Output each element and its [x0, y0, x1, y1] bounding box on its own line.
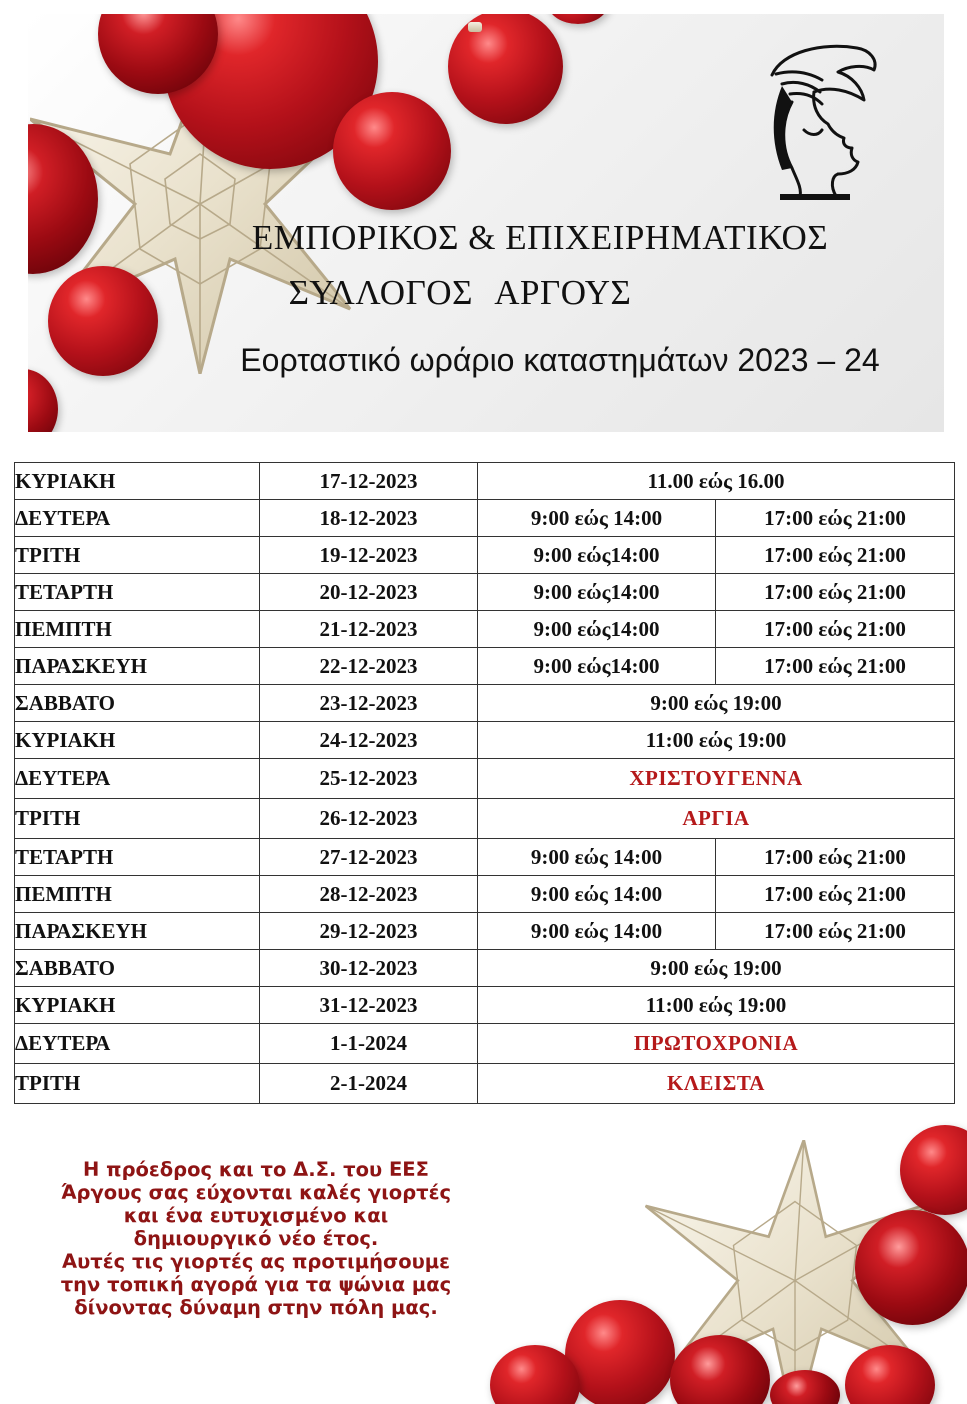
message-line: Αυτές τις γιορτές ας προτιμήσουμε: [62, 1250, 450, 1273]
bottom-decoration: [470, 1120, 967, 1404]
table-row: [15, 1024, 955, 1064]
table-row: [15, 574, 955, 611]
full-day-hours-cell: 11:00 εώς 19:00: [478, 722, 955, 759]
evening-hours-cell: 17:00 εώς 21:00: [716, 574, 955, 611]
holiday-cell: ΑΡΓΙΑ: [478, 799, 955, 839]
evening-hours-cell: 17:00 εώς 21:00: [716, 876, 955, 913]
date-cell: 19-12-2023: [260, 537, 478, 574]
day-cell: ΚΥΡΙΑΚΗ: [15, 722, 260, 759]
date-cell: 23-12-2023: [260, 685, 478, 722]
table-row: [15, 876, 955, 913]
day-cell: ΤΡΙΤΗ: [15, 537, 260, 574]
classical-head-logo-icon: [752, 40, 886, 202]
day-cell: ΔΕΥΤΕΡΑ: [15, 500, 260, 537]
table-row: [15, 759, 955, 799]
date-cell: 21-12-2023: [260, 611, 478, 648]
morning-hours-cell: 9:00 εώς14:00: [478, 574, 716, 611]
date-cell: 22-12-2023: [260, 648, 478, 685]
table-row: [15, 611, 955, 648]
table-row: [15, 500, 955, 537]
morning-hours-cell: 9:00 εώς 14:00: [478, 839, 716, 876]
date-cell: 26-12-2023: [260, 799, 478, 839]
day-cell: ΤΡΙΤΗ: [15, 799, 260, 839]
holiday-cell: ΠΡΩΤΟΧΡΟΝΙΑ: [478, 1024, 955, 1064]
morning-hours-cell: 9:00 εώς 14:00: [478, 500, 716, 537]
day-cell: ΣΑΒΒΑΤΟ: [15, 685, 260, 722]
date-cell: 18-12-2023: [260, 500, 478, 537]
greeting-message: [40, 1158, 472, 1319]
message-line: την τοπική αγορά για τα ψώνια μας: [60, 1273, 452, 1296]
day-cell: ΚΥΡΙΑΚΗ: [15, 463, 260, 500]
date-cell: 30-12-2023: [260, 950, 478, 987]
ornament-ball: [855, 1210, 967, 1325]
day-cell: ΤΕΤΑΡΤΗ: [15, 574, 260, 611]
holiday-cell: ΚΛΕΙΣΤΑ: [478, 1064, 955, 1104]
date-cell: 25-12-2023: [260, 759, 478, 799]
day-cell: ΔΕΥΤΕΡΑ: [15, 759, 260, 799]
morning-hours-cell: 9:00 εώς14:00: [478, 648, 716, 685]
page-subtitle: Εορταστικό ωράριο καταστημάτων 2023 – 24: [240, 342, 880, 378]
message-line: και ένα ευτυχισμένο και: [123, 1204, 389, 1227]
table-row: [15, 987, 955, 1024]
association-title-line1: ΕΜΠΟΡΙΚΟΣ & ΕΠΙΧΕΙΡΗΜΑΤΙΚΟΣ: [251, 218, 829, 257]
message-line: δίνοντας δύναμη στην πόλη μας.: [74, 1296, 438, 1319]
ornament-ball: [48, 266, 158, 376]
evening-hours-cell: 17:00 εώς 21:00: [716, 913, 955, 950]
full-day-hours-cell: 9:00 εώς 19:00: [478, 685, 955, 722]
association-title-line2: ΣΥΛΛΟΓΟΣ ΑΡΓΟΥΣ: [288, 273, 632, 312]
holiday-hours-table: [14, 462, 955, 1104]
message-line: Άργους σας εύχονται καλές γιορτές: [60, 1181, 452, 1204]
date-cell: 20-12-2023: [260, 574, 478, 611]
evening-hours-cell: 17:00 εώς 21:00: [716, 648, 955, 685]
date-cell: 27-12-2023: [260, 839, 478, 876]
day-cell: ΔΕΥΤΕΡΑ: [15, 1024, 260, 1064]
day-cell: ΤΕΤΑΡΤΗ: [15, 839, 260, 876]
evening-hours-cell: 17:00 εώς 21:00: [716, 611, 955, 648]
date-cell: 1-1-2024: [260, 1024, 478, 1064]
day-cell: ΠΑΡΑΣΚΕΥΗ: [15, 913, 260, 950]
table-row: [15, 722, 955, 759]
evening-hours-cell: 17:00 εώς 21:00: [716, 839, 955, 876]
table-row: [15, 685, 955, 722]
ornament-ball: [565, 1300, 675, 1404]
date-cell: 28-12-2023: [260, 876, 478, 913]
ornament-ball: [333, 92, 451, 210]
table-row: [15, 799, 955, 839]
day-cell: ΣΑΒΒΑΤΟ: [15, 950, 260, 987]
table-row: [15, 913, 955, 950]
day-cell: ΠΑΡΑΣΚΕΥΗ: [15, 648, 260, 685]
ornament-ball: [28, 369, 58, 432]
table-row: [15, 839, 955, 876]
date-cell: 24-12-2023: [260, 722, 478, 759]
ornament-cap: [468, 22, 482, 32]
ornament-ball: [548, 14, 608, 24]
morning-hours-cell: 9:00 εώς14:00: [478, 537, 716, 574]
ornament-ball: [448, 14, 563, 124]
table-row: [15, 463, 955, 500]
evening-hours-cell: 17:00 εώς 21:00: [716, 537, 955, 574]
table-row: [15, 1064, 955, 1104]
day-cell: ΠΕΜΠΤΗ: [15, 611, 260, 648]
date-cell: 29-12-2023: [260, 913, 478, 950]
message-line: Η πρόεδρος και το Δ.Σ. του ΕΕΣ: [83, 1158, 429, 1181]
morning-hours-cell: 9:00 εώς 14:00: [478, 913, 716, 950]
holiday-cell: ΧΡΙΣΤΟΥΓΕΝΝΑ: [478, 759, 955, 799]
full-day-hours-cell: 9:00 εώς 19:00: [478, 950, 955, 987]
morning-hours-cell: 9:00 εώς14:00: [478, 611, 716, 648]
table-row: [15, 648, 955, 685]
evening-hours-cell: 17:00 εώς 21:00: [716, 500, 955, 537]
date-cell: 31-12-2023: [260, 987, 478, 1024]
morning-hours-cell: 9:00 εώς 14:00: [478, 876, 716, 913]
date-cell: 17-12-2023: [260, 463, 478, 500]
message-line: δημιουργικό νέο έτος.: [133, 1227, 379, 1250]
table-row: [15, 537, 955, 574]
day-cell: ΤΡΙΤΗ: [15, 1064, 260, 1104]
full-day-hours-cell: 11.00 εώς 16.00: [478, 463, 955, 500]
date-cell: 2-1-2024: [260, 1064, 478, 1104]
day-cell: ΠΕΜΠΤΗ: [15, 876, 260, 913]
table-row: [15, 950, 955, 987]
full-day-hours-cell: 11:00 εώς 19:00: [478, 987, 955, 1024]
day-cell: ΚΥΡΙΑΚΗ: [15, 987, 260, 1024]
